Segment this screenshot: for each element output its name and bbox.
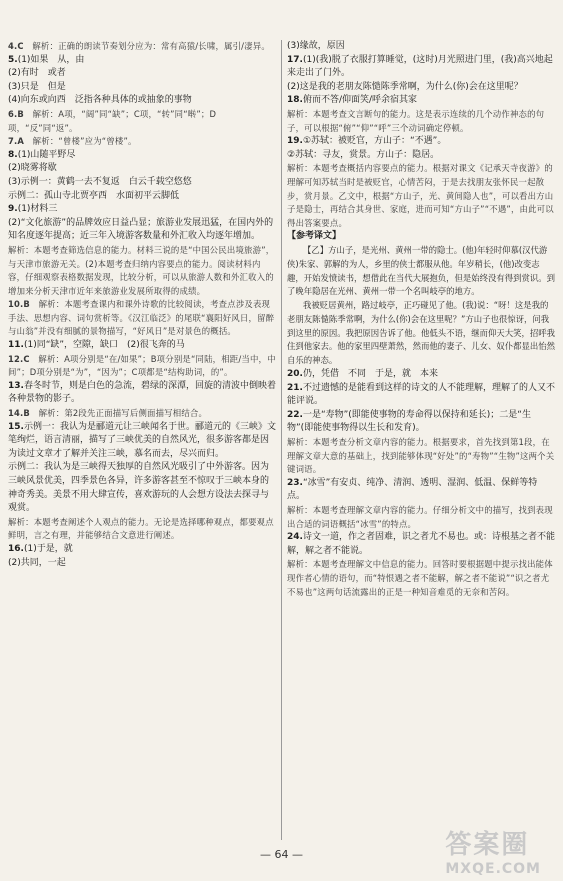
analysis-text: 解析：本题考查分析文章内容的能力。根据要求，首先找到第1段，在理解文章大意的基础上，找到能够体现“好处”的“寿物”“生物”这两个关键词语。 (287, 437, 555, 475)
item-number: 23. (287, 477, 303, 488)
analysis-text: 解析：本题考查筛选信息的能力。材料三说的是“中国公民出境旅游”，与天津市旅游无关。(2)本题考查归纳内容要点的能力。阅读材料内容，仔细观察表格数据发现，比较分析，可以从旅游人数和外汇收入的增加来分析天津市近年来旅游业发展所取得的成绩。 (8, 244, 275, 296)
analysis-note (287, 558, 555, 599)
answer-line (287, 368, 555, 382)
answer-text: (1)山随平野尽 (17, 149, 76, 160)
answer-item (287, 409, 555, 477)
answer-item (8, 298, 276, 339)
watermark-top: 答案圈 (445, 830, 530, 860)
analysis-note (8, 516, 276, 543)
answer-item (8, 380, 276, 407)
item-number: 20. (287, 369, 303, 380)
answer-line (8, 557, 276, 571)
answer-item (8, 54, 276, 108)
item-number: 21. (287, 382, 303, 393)
answer-item (8, 135, 276, 149)
answer-text: 一是“寿物”(即能使事物的寿命得以保持和延长)；二是“生物”(即能使事物得以生长和发育)。 (287, 409, 531, 434)
analysis-text: 解析：本题考查阐述个人观点的能力。无论是选择哪种观点，都要观点鲜明，言之有理，并能够结合文意进行阐述。 (8, 516, 274, 541)
answer-item (287, 40, 555, 54)
answer-line (8, 461, 276, 515)
item-number: 13. (8, 380, 24, 391)
answer-text: (2)这是我的老朋友陈慥陈季常啊，为什么(你)会在这里呢？ (287, 81, 523, 92)
item-number: 22. (287, 409, 303, 420)
left-column (8, 40, 276, 570)
answer-line (287, 477, 555, 504)
answer-text: 春冬时节，则是白色的急流，碧绿的深潭，回旋的清波中倒映着各种景物的影子。 (8, 380, 276, 405)
answer-text: (2)“文化旅游”的品牌效应日益凸显；旅游业发展迅猛，在国内外的知名度逐年提高；近三年入境游客数量和外汇收入均逐年增加。 (8, 217, 274, 242)
answer-text: (3)只是 但是 (8, 81, 66, 92)
answer-item (8, 203, 276, 298)
column-divider (281, 40, 282, 840)
answer-item (287, 54, 555, 95)
item-number: 7.A (8, 136, 25, 147)
analysis-note (287, 108, 555, 135)
answer-line (8, 162, 276, 176)
answer-line (287, 409, 555, 436)
analysis-text: 解析：本题考查理解文中信息的能力。回答时要根据题中提示找出能体现作者心情的语句，而“特恨遇之者不能解，解之者不能说”“识之者尤不易也”这两句话流露出的正是一种知音难觅的无奈和苦闷。 (287, 559, 553, 597)
answer-text: (1)如果 从，由 (17, 54, 85, 65)
answer-item (287, 382, 555, 409)
answer-item (8, 40, 276, 54)
answer-text: 示例一：我认为是郦道元让三峡闻名于世。郦道元的《三峡》文笔绚烂，语言清丽，描写了三峡优美的自然风光，很多游客都是因为读过文章才了解并关注三峡，慕名而去，尽兴而归。 (8, 421, 276, 459)
answer-line (8, 149, 276, 163)
answer-item (8, 421, 276, 543)
analysis-text: 解析：正确的朗读节奏划分应为：常有高猿/长啸，属引/凄异。 (32, 41, 270, 51)
answer-item (287, 368, 555, 382)
analysis-note (8, 108, 276, 135)
item-number: 17. (287, 54, 303, 65)
item-number: 12.C (8, 353, 30, 364)
analysis-note (287, 504, 555, 531)
item-number: 15. (8, 421, 24, 432)
answer-text: 示例二：孤山寺北贾亭西 水面初平云脚低 (8, 190, 180, 201)
answer-item (8, 149, 276, 203)
watermark-logo (445, 824, 541, 877)
analysis-text: 解析：A项分别是“在/如果”；B项分别是“同陆，相距/当中，中间”；D项分别是“为”，“因为”；C项都是“结构助词，的”。 (8, 353, 276, 378)
answer-item (287, 531, 555, 599)
answer-text: (2)有时 或者 (8, 68, 66, 79)
answer-text: (4)向东或向西 泛指各种具体的或抽象的事物 (8, 95, 192, 106)
answer-line (287, 94, 555, 108)
analysis-note (287, 162, 555, 230)
analysis-text: 解析：本题考查课内和课外诗歌的比较阅读，考查点涉及表现手法、思想内容、词句赏析等。《汉江临泛》的尾联“襄阳好风日，留醉与山翁”并没有细腻的景物描写，“好风日”是对景色的概括。 (8, 299, 275, 337)
answer-item (287, 135, 555, 230)
translation-paragraph: 【乙】方山子，是光州、黄州一带的隐士。(他)年轻时仰慕(汉代游侠)朱家、郭解的为人，乡里的侠士都服从他。年岁稍长，(他)改变志趣，开始发愤读书，想借此在当代大展抱负，但是始终没有得到赏识。到了晚年隐居在光州、黄州一带一个名叫岐亭的地方。 (287, 244, 555, 297)
answer-line (287, 81, 555, 95)
watermark-bottom: MXQE.COM (445, 861, 541, 877)
answer-text: 不过遗憾的是能看到这样的诗文的人不能理解，理解了的人又不能评说。 (287, 382, 555, 407)
answer-line (8, 543, 276, 557)
analysis-note (287, 436, 555, 477)
answer-line (8, 94, 276, 108)
answer-line (8, 190, 276, 204)
item-number: 11. (8, 340, 24, 351)
answer-text: (2)晓雾将歇 (8, 163, 57, 174)
answer-line (8, 380, 276, 407)
analysis-text: 解析：本题考查文言断句的能力。这是表示连续的几个动作神态的句子，可以根据“俯”“仰”“呼”三个动词确定停顿。 (287, 108, 545, 133)
answer-text: (1)材料三 (17, 204, 58, 215)
answer-text: (1)于是，就 (23, 543, 73, 554)
analysis-text: 解析：本题考查概括内容要点的能力。根据对课文《记承天寺夜游》的理解可知苏轼当时是被贬官，心情苦闷，于是去找朋友张怀民一起散步，赏月景。乙文中，根据“方山子，光、黄间隐人也”，可以看出方山子是隐士，再结合其身世、家庭，进而可知“方山子”“不遇”，由此可以得出答案要点。 (287, 163, 554, 228)
answer-line (287, 149, 555, 163)
answer-item (8, 543, 276, 570)
answer-text: ①苏轼：被贬官，方山子：“不遇”。 (302, 136, 447, 147)
answer-text: 仍，凭借 不同 于是，就 本来 (302, 369, 438, 380)
answer-text: (1)同“缺”，空隙，缺口 (2)很飞奔的马 (23, 340, 185, 351)
analysis-note (8, 40, 276, 54)
answer-line (287, 54, 555, 81)
answer-line (8, 54, 276, 68)
item-number: 24. (287, 532, 303, 543)
item-number: 14.B (8, 408, 31, 419)
answer-line (8, 421, 276, 462)
analysis-text: 解析：第2段先正面描写后侧面描写相结合。 (38, 408, 208, 419)
answer-item (8, 407, 276, 421)
answer-text: (2)共同，一起 (8, 557, 66, 568)
analysis-note (8, 244, 276, 298)
item-number: 16. (8, 543, 24, 554)
analysis-text: 解析：本题考查理解文章内容的能力。仔细分析文中的描写，找到表现出合适的词语概括“冰雪”的特点。 (287, 505, 553, 529)
answer-line (8, 67, 276, 81)
item-number: 19. (287, 136, 303, 147)
answer-item (8, 353, 276, 380)
answer-text: 俯而不答/仰面笑/呼余宿其家 (302, 95, 418, 106)
analysis-text: 解析：“曾楼”应为“曾楼”。 (32, 136, 137, 147)
answer-line (287, 382, 555, 409)
answer-line (8, 217, 276, 244)
translation-paragraph: 我被贬居黄州，路过岐亭，正巧碰见了他。(我)说：“呀！这是我的老朋友陈慥陈季常啊，为什么(你)会在这里呢？”方山子也很惊讶，问我到这里的原因。我把原因告诉了他。他低头不语，继而仰天大笑，招呼我住到他家去。他的家里四壁萧然，然而他的妻子、儿女、奴仆都显出怡然自乐的神态。 (287, 300, 555, 366)
item-number: 6.B (8, 108, 24, 119)
answer-text: (3)缘故，原因 (287, 41, 345, 51)
answer-text: 示例二：我认为是三峡得天独厚的自然风光吸引了中外游客。因为三峡风景优美，四季景色各异，许多游客甚至不惊叹于三峡本身的神奇秀美。美景不用大肆宣传，喜欢游玩的人会想方设法去探寻与观赏。 (8, 462, 270, 514)
right-column (287, 40, 555, 599)
answer-line (8, 203, 276, 217)
answer-line (8, 176, 276, 190)
answer-line (287, 40, 555, 54)
item-number: 4.C (8, 41, 24, 51)
answer-text: (3)示例一：黄鹤一去不复返 白云千载空悠悠 (8, 176, 192, 187)
analysis-note (8, 298, 276, 339)
answer-text: 诗文一道，作之者固难，识之者尤不易也。或：诗根基之者不能解，解之者不能说。 (287, 532, 555, 556)
analysis-note (8, 407, 276, 421)
answer-line (287, 531, 555, 558)
answer-item (287, 477, 555, 531)
page-number: — 64 — (260, 848, 303, 861)
item-number: 8. (8, 149, 18, 160)
item-number: 5. (8, 54, 18, 65)
analysis-note (8, 353, 276, 380)
answer-text: “冰雪”有安贞、纯净、清润、透明、湿润、低温、保鲜等特点。 (287, 477, 538, 502)
item-number: 18. (287, 95, 303, 106)
section-title: 【参考译文】 (287, 231, 342, 242)
answer-text: ②苏轼：寻友，赏景。方山子：隐居。 (287, 149, 440, 160)
analysis-text: 解析：A项，“阔”同“缺”；C项，“转”同“啭”；D项，“反”同“返”。 (8, 108, 217, 133)
answer-text: (1)(我)脱了衣服打算睡觉，(这时)月光照进门里，(我)高兴地起来走出了门外。 (287, 54, 553, 79)
analysis-note (8, 135, 276, 149)
answer-line (287, 135, 555, 149)
answer-line (8, 81, 276, 95)
answer-item (8, 339, 276, 353)
answer-line (8, 339, 276, 353)
answer-item (287, 230, 555, 368)
item-number: 10.B (8, 299, 31, 310)
item-number: 9. (8, 204, 18, 215)
answer-item (287, 94, 555, 135)
answer-item (8, 108, 276, 135)
